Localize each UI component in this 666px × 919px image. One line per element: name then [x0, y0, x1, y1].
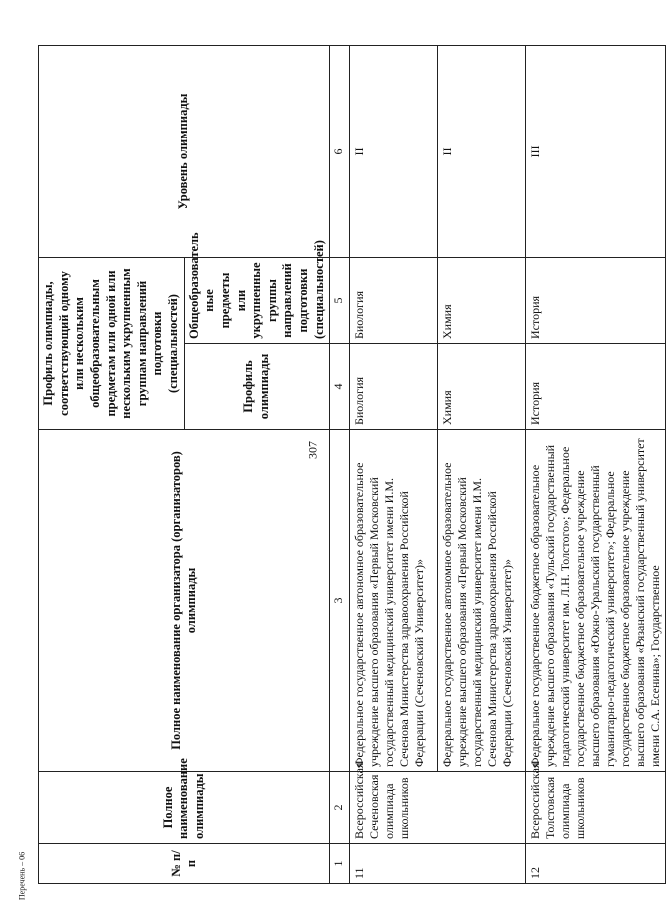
header-organizer: Полное наименование организатора (организаторов) олимпиады: [39, 430, 330, 772]
row-organizer: Федеральное государственное автономное образовательное учреждение высшего образования «Первый Московский государственный медицинский университет имени И.М. Сеченова Министерства здравоохранения Российской Федерации (Сеченовский Университет)»: [350, 430, 438, 772]
page-number: 307: [305, 441, 320, 459]
olympiad-table: [38, 45, 666, 884]
header-num: № п/п: [39, 844, 330, 884]
header-subjects: Общеобразователь ные предметы или укрупненные группы направлений подготовки (специальностей): [184, 257, 330, 343]
row-olympiad-name: Всероссийская Толстовская олимпиада школьников: [526, 772, 666, 844]
row-level: II: [438, 45, 526, 257]
row-profile: Химия: [438, 344, 526, 430]
row-level: II: [350, 45, 438, 257]
table-row: [526, 45, 666, 883]
col-number: 1: [330, 844, 350, 884]
row-num: 12: [526, 844, 666, 884]
row-subject: Биология: [350, 257, 438, 343]
table-row: [350, 45, 438, 883]
row-profile: История: [526, 344, 666, 430]
col-number: 4: [330, 344, 350, 430]
row-level: III: [526, 45, 666, 257]
header-row-top: [39, 45, 185, 883]
row-organizer: Федеральное государственное автономное образовательное учреждение высшего образования «Первый Московский государственный медицинский университет имени И.М. Сеченова Министерства здравоохранения Российской Федерации (Сеченовский Университет)»: [438, 430, 526, 772]
row-subject: История: [526, 257, 666, 343]
row-num: 11: [350, 844, 526, 884]
col-number: 5: [330, 257, 350, 343]
row-subject: Химия: [438, 257, 526, 343]
column-number-row: [330, 45, 350, 883]
table-row: [438, 45, 526, 883]
col-number: 6: [330, 45, 350, 257]
footer-text: Перечень – 06: [17, 851, 27, 901]
table-area: [38, 46, 663, 884]
row-olympiad-name: Всероссийская Сеченовская олимпиада школьников: [350, 772, 526, 844]
col-number: 3: [330, 430, 350, 772]
row-profile: Биология: [350, 344, 438, 430]
col-number: 2: [330, 772, 350, 844]
header-profile: Профиль олимпиады: [184, 344, 330, 430]
header-olympiad-name: Полное наименование олимпиады: [39, 772, 330, 844]
rotated-table-container: [38, 46, 663, 884]
header-level: Уровень олимпиады: [39, 45, 330, 257]
row-organizer: Федеральное государственное бюджетное образовательное учреждение высшего образования «Тульский государственный педагогический университет им. Л.Н. Толстого»; Федеральное государственное бюджетное образовательное учреждение высшего образования «Южно-Уральский государственный гуманитарно-педагогический университет»; Федеральное государственное бюджетное образовательное учреждение высшего образования «Рязанский государственный университет имени С.А. Есенина»; Государственное: [526, 430, 666, 772]
header-profile-group: Профиль олимпиады, соответствующий одному или нескольким общеобразовательным предметам или одной или нескольким укрупненным группам направлений подготовки (специальностей): [39, 257, 185, 429]
